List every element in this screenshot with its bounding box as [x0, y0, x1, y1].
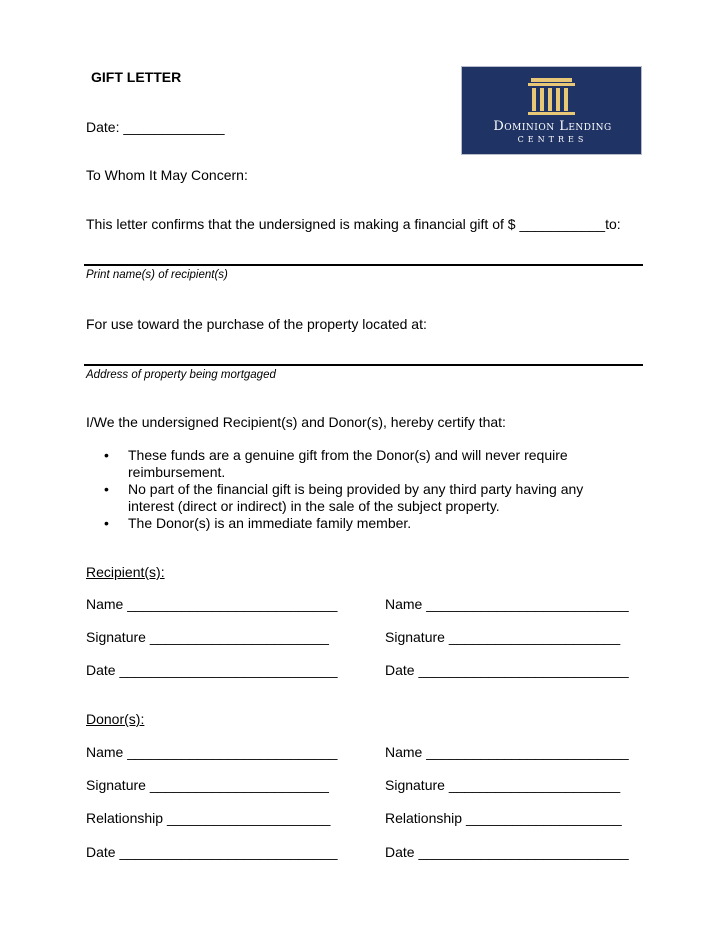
property-address-rule — [84, 364, 643, 366]
salutation: To Whom It May Concern: — [86, 167, 248, 183]
property-intro-line: For use toward the purchase of the property located at: — [86, 316, 427, 332]
donor-date-field-2[interactable]: Date ___________________________ — [385, 844, 629, 860]
list-item-text: interest (direct or indirect) in the sale of the subject property. — [128, 498, 500, 514]
recipient-name-rule — [84, 264, 643, 266]
recipient-name-field[interactable]: Name ___________________________ — [86, 596, 338, 612]
donors-heading: Donor(s): — [86, 711, 145, 727]
recipient-date-field[interactable]: Date ____________________________ — [86, 662, 338, 678]
recipient-caption: Print name(s) of recipient(s) — [86, 269, 228, 281]
dominion-lending-logo — [461, 66, 642, 155]
donor-signature-field[interactable]: Signature _______________________ — [86, 777, 329, 793]
list-item — [100, 515, 620, 532]
logo-subtitle: CENTRES — [517, 135, 588, 144]
list-item — [100, 481, 620, 515]
donor-relationship-field[interactable]: Relationship _____________________ — [86, 810, 331, 826]
donor-name-field[interactable]: Name ___________________________ — [86, 744, 338, 760]
date-line: Date: _____________ — [86, 119, 225, 135]
bullet-icon: • — [104, 515, 109, 531]
donor-name-field-2[interactable]: Name __________________________ — [385, 744, 629, 760]
recipient-signature-field-2[interactable]: Signature ______________________ — [385, 629, 621, 645]
list-item-text: The Donor(s) is an immediate family member. — [128, 515, 412, 531]
list-item-text: These funds are a genuine gift from the Donor(s) and will never require — [128, 447, 568, 463]
document-title: GIFT LETTER — [91, 69, 182, 85]
recipients-heading: Recipient(s): — [86, 564, 165, 580]
bullet-icon: • — [104, 447, 109, 463]
bullet-icon: • — [104, 481, 109, 497]
property-caption: Address of property being mortgaged — [86, 369, 276, 381]
recipient-signature-field[interactable]: Signature _______________________ — [86, 629, 329, 645]
logo-wordmark: Dominion Lending — [493, 119, 612, 134]
list-item-text: No part of the financial gift is being provided by any third party having any — [128, 481, 584, 497]
donor-relationship-field-2[interactable]: Relationship ____________________ — [385, 810, 622, 826]
certify-line: I/We the undersigned Recipient(s) and Donor(s), hereby certify that: — [86, 414, 506, 430]
donor-date-field[interactable]: Date ____________________________ — [86, 844, 338, 860]
list-item-text: reimbursement. — [128, 464, 226, 480]
list-item — [100, 447, 620, 481]
gift-confirmation-line: This letter confirms that the undersigned is making a financial gift of $ ___________to: — [86, 216, 621, 232]
recipient-name-field-2[interactable]: Name __________________________ — [385, 596, 629, 612]
certification-list — [100, 447, 620, 532]
donor-signature-field-2[interactable]: Signature ______________________ — [385, 777, 621, 793]
recipient-date-field-2[interactable]: Date ___________________________ — [385, 662, 629, 678]
